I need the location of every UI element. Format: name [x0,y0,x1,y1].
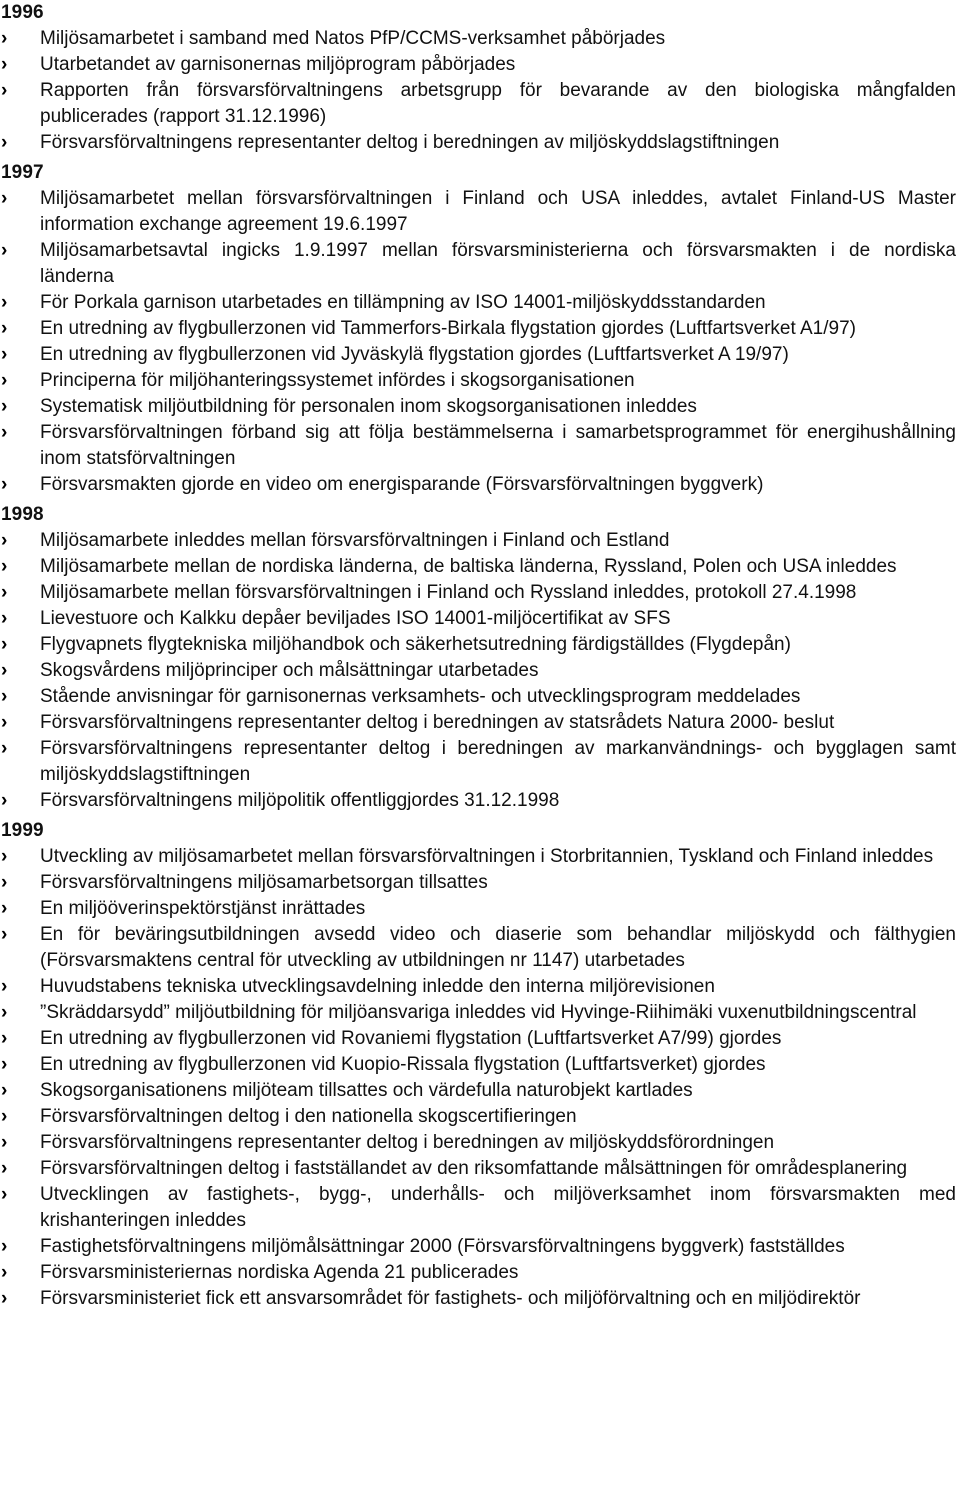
entry-text: Miljösamarbetsavtal ingicks 1.9.1997 mellan försvarsministerierna och försvarsmakten i de nordiska länderna [40,240,956,287]
entry-text: Försvarsförvaltningens representanter deltog i beredningen av markanvändnings- och bygglagen samt miljöskyddslagstiftningen [40,738,956,785]
chevron-right-icon: › [1,80,8,101]
entry-text: En miljööverinspektörstjänst inrättades [40,898,366,919]
entry-list [0,26,958,156]
year-section-1998 [0,502,958,818]
chevron-right-icon: › [1,28,8,49]
entry-text: Huvudstabens tekniska utvecklingsavdelning inledde den interna miljörevisionen [40,976,715,997]
list-item [0,238,958,290]
entry-text: Försvarsförvaltningens representanter deltog i beredningen av miljöskyddslagstiftningen [40,132,780,153]
entry-text: Försvarsförvaltningen förband sig att följa bestämmelserna i samarbetsprogrammet för energihushållning inom statsförvaltningen [40,422,956,469]
year-section-1996 [0,0,958,160]
list-item [0,342,958,368]
list-item [0,1052,958,1078]
entry-text: Försvarsförvaltningens miljösamarbetsorgan tillsattes [40,872,488,893]
chevron-right-icon: › [1,240,8,261]
chevron-right-icon: › [1,132,8,153]
entry-list [0,186,958,498]
entry-text: Flygvapnets flygtekniska miljöhandbok och säkerhetsutredning färdigställdes (Flygdepån) [40,634,791,655]
list-item [0,606,958,632]
list-item [0,1104,958,1130]
list-item [0,1260,958,1286]
list-item [0,870,958,896]
list-item [0,394,958,420]
chevron-right-icon: › [1,1158,8,1179]
list-item [0,710,958,736]
chevron-right-icon: › [1,608,8,629]
chevron-right-icon: › [1,582,8,603]
chevron-right-icon: › [1,474,8,495]
chevron-right-icon: › [1,790,8,811]
list-item [0,130,958,156]
entry-text: Principerna för miljöhanteringssystemet infördes i skogsorganisationen [40,370,635,391]
list-item [0,684,958,710]
year-heading: 1996 [1,2,44,23]
list-item [0,420,958,472]
chevron-right-icon: › [1,292,8,313]
chevron-right-icon: › [1,976,8,997]
list-item [0,922,958,974]
list-item [0,974,958,1000]
list-item [0,186,958,238]
chevron-right-icon: › [1,738,8,759]
entry-text: Rapporten från försvarsförvaltningens arbetsgrupp för bevarande av den biologiska mångfalden publicerades (rapport 31.12.1996) [40,80,956,127]
list-item [0,736,958,788]
entry-text: Skogsvårdens miljöprinciper och målsättningar utarbetades [40,660,539,681]
entry-text: Försvarsförvaltningen deltog i fastställandet av den riksomfattande målsättningen för områdesplanering [40,1158,908,1179]
chevron-right-icon: › [1,1028,8,1049]
entry-text: En utredning av flygbullerzonen vid Tammerfors-Birkala flygstation gjordes (Luftfartsverket A1/97) [40,318,856,339]
year-heading: 1999 [1,820,44,841]
list-item [0,472,958,498]
entry-text: En för beväringsutbildningen avsedd video och diaserie som behandlar miljöskydd och fälthygien (Försvarsmaktens central för utveckling av utbildningen nr 1147) utarbetades [40,924,956,971]
chevron-right-icon: › [1,370,8,391]
chevron-right-icon: › [1,712,8,733]
entry-text: En utredning av flygbullerzonen vid Kuopio-Rissala flygstation (Luftfartsverket) gjordes [40,1054,766,1075]
entry-text: Fastighetsförvaltningens miljömålsättningar 2000 (Försvarsförvaltningens byggverk) fastställdes [40,1236,845,1257]
year-heading: 1998 [1,504,44,525]
list-item [0,52,958,78]
entry-text: ”Skräddarsydd” miljöutbildning för miljöansvariga inleddes vid Hyvinge-Riihimäki vuxenutbildningscentral [40,1002,917,1023]
entry-text: Försvarsmakten gjorde en video om energisparande (Försvarsförvaltningen byggverk) [40,474,764,495]
entry-text: En utredning av flygbullerzonen vid Rovaniemi flygstation (Luftfartsverket A7/99) gjordes [40,1028,782,1049]
chevron-right-icon: › [1,396,8,417]
entry-list [0,844,958,1312]
entry-text: Försvarsförvaltningens miljöpolitik offentliggjordes 31.12.1998 [40,790,560,811]
chevron-right-icon: › [1,1132,8,1153]
chevron-right-icon: › [1,898,8,919]
entry-text: Miljösamarbetet mellan försvarsförvaltningen i Finland och USA inleddes, avtalet Finland-US Master information exchange agreement 19.6.1997 [40,188,956,235]
chevron-right-icon: › [1,1002,8,1023]
entry-text: Miljösamarbete mellan de nordiska länderna, de baltiska länderna, Ryssland, Polen och USA inleddes [40,556,897,577]
entry-text: Försvarsförvaltningens representanter deltog i beredningen av miljöskyddsförordningen [40,1132,775,1153]
entry-text: Miljösamarbete inleddes mellan försvarsförvaltningen i Finland och Estland [40,530,670,551]
list-item [0,580,958,606]
list-item [0,554,958,580]
list-item [0,528,958,554]
list-item [0,290,958,316]
list-item [0,1130,958,1156]
entry-text: Stående anvisningar för garnisonernas verksamhets- och utvecklingsprogram meddelades [40,686,801,707]
entry-list [0,528,958,814]
list-item [0,78,958,130]
list-item [0,896,958,922]
chevron-right-icon: › [1,422,8,443]
chevron-right-icon: › [1,1236,8,1257]
year-heading: 1997 [1,162,44,183]
chevron-right-icon: › [1,846,8,867]
chevron-right-icon: › [1,1054,8,1075]
entry-text: Lievestuore och Kalkku depåer beviljades ISO 14001-miljöcertifikat av SFS [40,608,671,629]
chevron-right-icon: › [1,686,8,707]
list-item [0,26,958,52]
list-item [0,844,958,870]
entry-text: För Porkala garnison utarbetades en tillämpning av ISO 14001-miljöskyddsstandarden [40,292,766,313]
list-item [0,368,958,394]
chevron-right-icon: › [1,188,8,209]
chevron-right-icon: › [1,1184,8,1205]
entry-text: Utarbetandet av garnisonernas miljöprogram påbörjades [40,54,516,75]
entry-text: Systematisk miljöutbildning för personalen inom skogsorganisationen inleddes [40,396,697,417]
entry-text: Miljösamarbetet i samband med Natos PfP/CCMS-verksamhet påbörjades [40,28,666,49]
entry-text: Försvarsministeriernas nordiska Agenda 21 publicerades [40,1262,519,1283]
entry-text: Utveckling av miljösamarbetet mellan försvarsförvaltningen i Storbritannien, Tyskland och Finland inleddes [40,846,934,867]
list-item [0,788,958,814]
year-section-1999 [0,818,958,1312]
chevron-right-icon: › [1,1080,8,1101]
list-item [0,1182,958,1234]
chevron-right-icon: › [1,344,8,365]
entry-text: Försvarsförvaltningens representanter deltog i beredningen av statsrådets Natura 2000- beslut [40,712,835,733]
entry-text: Försvarsförvaltningen deltog i den nationella skogscertifieringen [40,1106,577,1127]
entry-text: Miljösamarbete mellan försvarsförvaltningen i Finland och Ryssland inleddes, protokoll 27.4.1998 [40,582,857,603]
entry-text: Skogsorganisationens miljöteam tillsattes och värdefulla naturobjekt kartlades [40,1080,693,1101]
list-item [0,316,958,342]
chevron-right-icon: › [1,872,8,893]
chevron-right-icon: › [1,1288,8,1309]
list-item [0,1286,958,1312]
list-item [0,1156,958,1182]
entry-text: Utvecklingen av fastighets-, bygg-, underhålls- och miljöverksamhet inom försvarsmakten med krishanteringen inleddes [40,1184,956,1231]
list-item [0,1234,958,1260]
list-item [0,632,958,658]
entry-text: Försvarsministeriet fick ett ansvarsområdet för fastighets- och miljöförvaltning och en miljödirektör [40,1288,861,1309]
chevron-right-icon: › [1,318,8,339]
list-item [0,658,958,684]
chevron-right-icon: › [1,54,8,75]
chevron-right-icon: › [1,924,8,945]
chevron-right-icon: › [1,660,8,681]
chevron-right-icon: › [1,556,8,577]
list-item [0,1078,958,1104]
entry-text: En utredning av flygbullerzonen vid Jyväskylä flygstation gjordes (Luftfartsverket A 19/97) [40,344,789,365]
chevron-right-icon: › [1,634,8,655]
chevron-right-icon: › [1,1106,8,1127]
list-item [0,1026,958,1052]
chevron-right-icon: › [1,530,8,551]
year-section-1997 [0,160,958,502]
list-item [0,1000,958,1026]
chevron-right-icon: › [1,1262,8,1283]
